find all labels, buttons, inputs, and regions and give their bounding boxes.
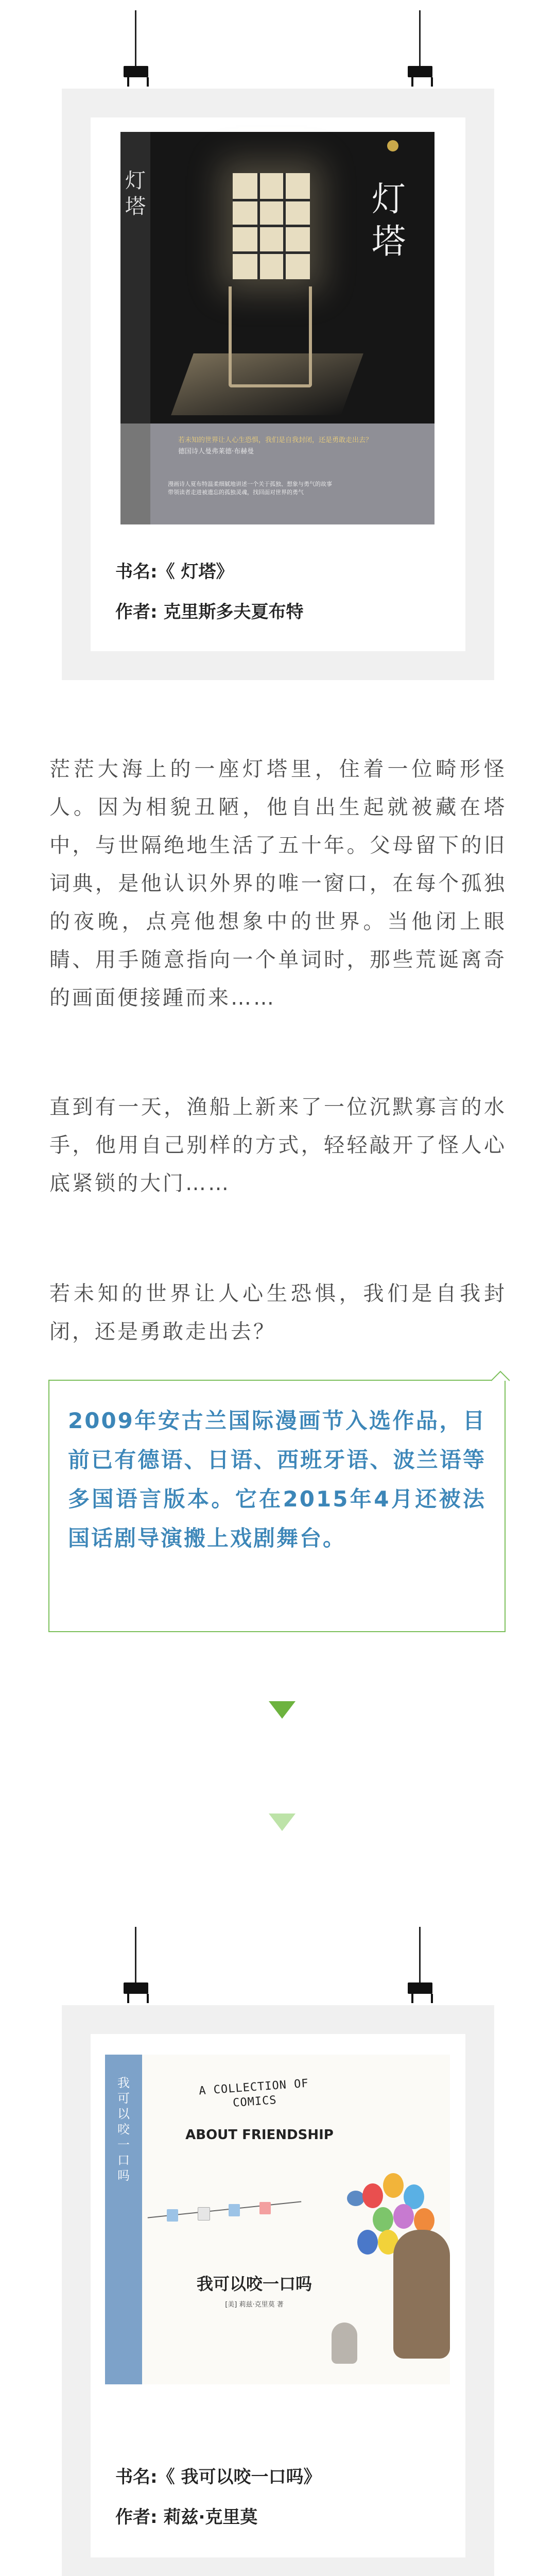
- story-paragraph: 茫茫大海上的一座灯塔里，住着一位畸形怪人。因为相貌丑陋，他自出生起就被藏在塔中，与世隔绝地生活了五十年。父母留下的旧词典，是他认识外界的唯一窗口，在每个孤独的夜晚，点亮他想象中的世界。当他闭上眼睛、用手随意指向一个单词时，那些荒诞离奇的画面便接踵而来……: [49, 757, 507, 1010]
- award-callout: [48, 1380, 506, 1632]
- picture-frame: [62, 2005, 494, 2576]
- callout-text: 2009年安古兰国际漫画节入选作品，目前已有德语、日语、西班牙语、波兰语等多国语言版本。它在2015年4月还被法国话剧导演搬上戏剧舞台。: [68, 1408, 486, 1551]
- cover-quote: 若未知的世界让人心生恐惧，我们是自我封闭，还是勇敢走出去？ 德国诗人曼弗莱德·布赫曼: [178, 436, 373, 455]
- story-paragraph: 若未知的世界让人心生恐惧，我们是自我封闭，还是勇敢走出去？: [49, 1282, 507, 1344]
- bird-illustration: [347, 2191, 364, 2206]
- bunny-illustration: [332, 2323, 357, 2364]
- book1-caption: [91, 524, 465, 651]
- book-author-line: 作者: 克里斯多夫夏布特: [115, 602, 304, 622]
- hanger-clip-left: [123, 10, 149, 89]
- book2-cover: [105, 2055, 450, 2384]
- cover-author: [美] 莉兹·克里莫 著: [225, 2301, 284, 2309]
- book2-frame: [62, 1927, 494, 2576]
- spine-title: 我可以咬一口吗: [117, 2076, 130, 2183]
- down-arrow-icon: [269, 1701, 296, 1719]
- book1-frame: [62, 10, 494, 680]
- hanger-clip-right: [407, 1927, 433, 2005]
- hanger-clip-right: [407, 10, 433, 89]
- publisher-logo: [387, 140, 398, 151]
- book1-cover: [120, 132, 435, 524]
- frame-mat: [91, 117, 465, 651]
- frame-mat: [91, 2034, 465, 2557]
- book2-caption: [91, 2431, 465, 2557]
- cover-about-text: ABOUT FRIENDSHIP: [185, 2127, 334, 2143]
- down-arrow-icon: [269, 1814, 296, 1831]
- picture-frame: [62, 89, 494, 680]
- callout-notch-icon: [491, 1370, 510, 1389]
- cover-blurb: 漫画诗人夏布特温柔细腻地讲述一个关于孤独、想象与勇气的故事 带领读者走进被遗忘的孤独灵魂，找回面对世界的勇气: [168, 481, 332, 496]
- book2-cover-title: 我可以咬一口吗: [196, 2274, 312, 2294]
- book1-cover-title: 灯塔: [372, 179, 406, 261]
- hanger-clip-left: [123, 1927, 149, 2005]
- book-title-line: 书名:《 灯塔》: [115, 562, 234, 582]
- bear-illustration: [393, 2230, 450, 2359]
- book2-cover-image: [91, 2034, 465, 2431]
- book-title-line: 书名:《 我可以咬一口吗》: [115, 2467, 321, 2487]
- spine-title: 灯塔: [125, 169, 146, 218]
- chair-illustration: [229, 286, 312, 387]
- cover-collection-text: A COLLECTION OF COMICS: [198, 2077, 309, 2110]
- book1-cover-image: [91, 117, 465, 524]
- book-author-line: 作者: 莉兹·克里莫: [115, 2507, 258, 2528]
- story-paragraph: 直到有一天，渔船上新来了一位沉默寡言的水手，他用自己别样的方式，轻轻敲开了怪人心底紧锁的大门……: [49, 1095, 507, 1195]
- lit-window-illustration: [233, 173, 310, 279]
